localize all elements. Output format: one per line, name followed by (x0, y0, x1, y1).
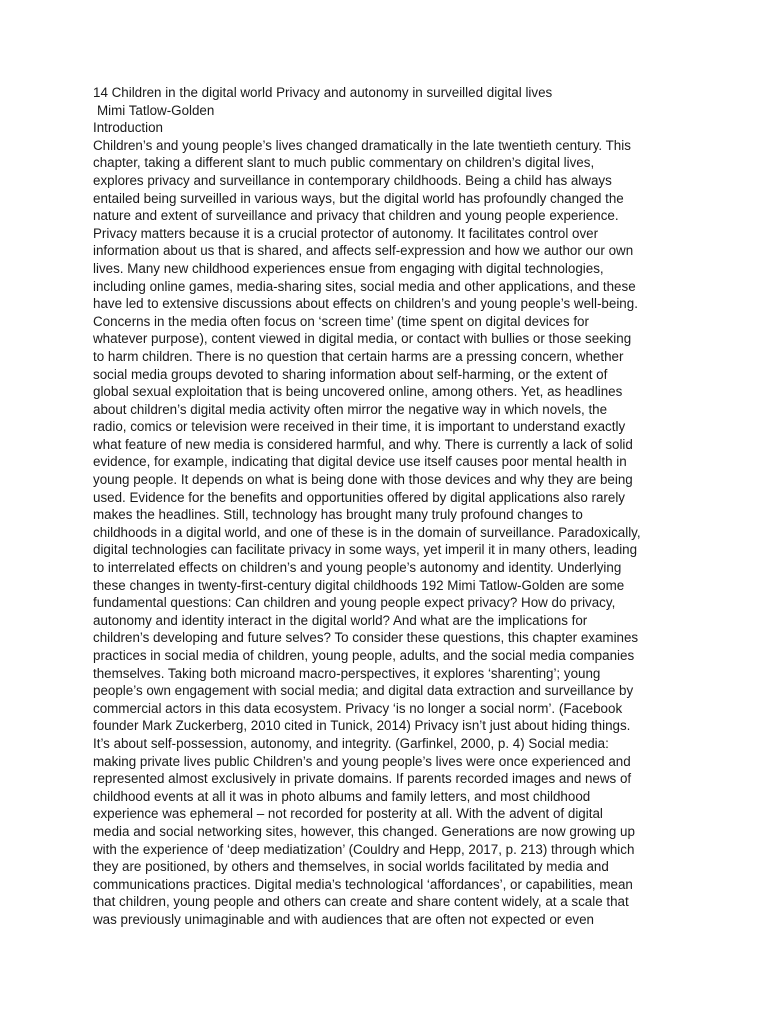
body-text (93, 137, 685, 929)
body-text-line: autonomy and identity interact in the digital world? And what are the implications for (93, 612, 588, 628)
body-text-line: commercial actors in this data ecosystem. Privacy ‘is no longer a social norm’. (Facebook (93, 700, 623, 716)
body-text-line: Children’s and young people’s lives changed dramatically in the late twentieth century. This (93, 137, 631, 153)
body-text-line: to interrelated effects on children’s and young people’s autonomy and identity. Underlying (93, 560, 622, 576)
body-text-line: digital technologies can facilitate privacy in some ways, yet imperil it in many others, leading (93, 542, 638, 558)
body-text-line: practices in social media of children, young people, adults, and the social media companies (93, 648, 635, 663)
body-text-line: themselves. Taking both microand macro-perspectives, it explores ‘sharenting’; young (93, 665, 601, 681)
body-text-line: social media groups devoted to sharing information about self-harming, or the extent of (93, 366, 608, 382)
body-text-line: media and social networking sites, however, this changed. Generations are now growing up (93, 823, 635, 839)
body-text-line: entailed being surveilled in various ways, but the digital world has profoundly changed the (93, 190, 624, 206)
section-heading: Introduction (93, 120, 163, 136)
body-text-line: children’s developing and future selves? To consider these questions, this chapter examines (93, 630, 639, 646)
body-text-line: with the experience of ‘deep mediatization’ (Couldry and Hepp, 2017, p. 213) through which (93, 841, 635, 857)
body-text-line: that children, young people and others can create and share content widely, at a scale that (93, 894, 629, 910)
body-text-line: young people. It depends on what is being done with those devices and why they are being (93, 472, 633, 488)
body-text-line: they are positioned, by others and themselves, in social worlds facilitated by media and (93, 859, 609, 875)
body-text-line: childhoods in a digital world, and one of these is in the domain of surveillance. Paradoxically, (93, 524, 641, 540)
body-text-line: have led to extensive discussions about effects on children’s and young people’s well-being. (93, 296, 638, 312)
body-text-line: lives. Many new childhood experiences ensue from engaging with digital technologies, (93, 260, 604, 276)
body-text-line: these changes in twenty-first-century digital childhoods 192 Mimi Tatlow-Golden are some (93, 577, 625, 593)
body-text-line: fundamental questions: Can children and young people expect privacy? How do privacy, (93, 595, 616, 611)
body-text-line: global sexual exploitation that is being uncovered online, among others. Yet, as headlines (93, 384, 623, 400)
body-text-line: founder Mark Zuckerberg, 2010 cited in Tunick, 2014) Privacy isn’t just about hiding things. (93, 718, 631, 734)
body-text-line: experience was ephemeral – not recorded for posterity at all. With the advent of digital (93, 806, 603, 822)
body-text-line: was previously unimaginable and with audiences that are often not expected or even (93, 911, 594, 927)
chapter-title: 14 Children in the digital world Privacy and autonomy in surveilled digital lives (93, 85, 553, 100)
body-text-line: explores privacy and surveillance in contemporary childhoods. Being a child has always (93, 172, 612, 188)
body-text-line: It’s about self-possession, autonomy, and integrity. (Garfinkel, 2000, p. 4) Social media: (93, 735, 609, 751)
body-text-line: represented almost exclusively in private domains. If parents recorded images and news of (93, 771, 632, 787)
body-text-line: nature and extent of surveillance and privacy that children and young people experience. (93, 208, 619, 224)
document-body (93, 84, 685, 929)
body-text-line: evidence, for example, indicating that digital device use itself causes poor mental health in (93, 454, 627, 470)
body-text-line: Concerns in the media often focus on ‘screen time’ (time spent on digital devices for (93, 313, 589, 329)
author-name: Mimi Tatlow-Golden (97, 102, 215, 118)
body-text-line: making private lives public Children’s and young people’s lives were once experienced and (93, 753, 631, 769)
body-text-line: chapter, taking a different slant to much public commentary on children’s digital lives, (93, 155, 595, 171)
body-text-line: including online games, media-sharing sites, social media and other applications, and these (93, 278, 636, 294)
body-text-line: about children’s digital media activity often mirror the negative way in which novels, the (93, 401, 608, 417)
body-text-line: to harm children. There is no question that certain harms are a pressing concern, whether (93, 348, 624, 364)
body-text-line: radio, comics or television were received in their time, it is important to understand exactly (93, 419, 626, 435)
body-text-line: used. Evidence for the benefits and opportunities offered by digital applications also rarely (93, 489, 625, 505)
body-text-line: whatever purpose), content viewed in digital media, or contact with bullies or those seeking (93, 331, 632, 347)
body-text-line: information about us that is shared, and affects self-expression and how we author our own (93, 243, 634, 259)
body-text-line: makes the headlines. Still, technology has brought many truly profound changes to (93, 507, 583, 523)
body-text-line: Privacy matters because it is a crucial protector of autonomy. It facilitates control over (93, 225, 599, 241)
body-text-line: childhood events at all it was in photo albums and family letters, and most childhood (93, 788, 591, 804)
body-text-line: people’s own engagement with social media; and digital data extraction and surveillance by (93, 683, 634, 699)
body-text-line: what feature of new media is considered harmful, and why. There is currently a lack of solid (93, 436, 633, 452)
body-text-line: communications practices. Digital media’s technological ‘affordances’, or capabilities, mean (93, 876, 633, 892)
